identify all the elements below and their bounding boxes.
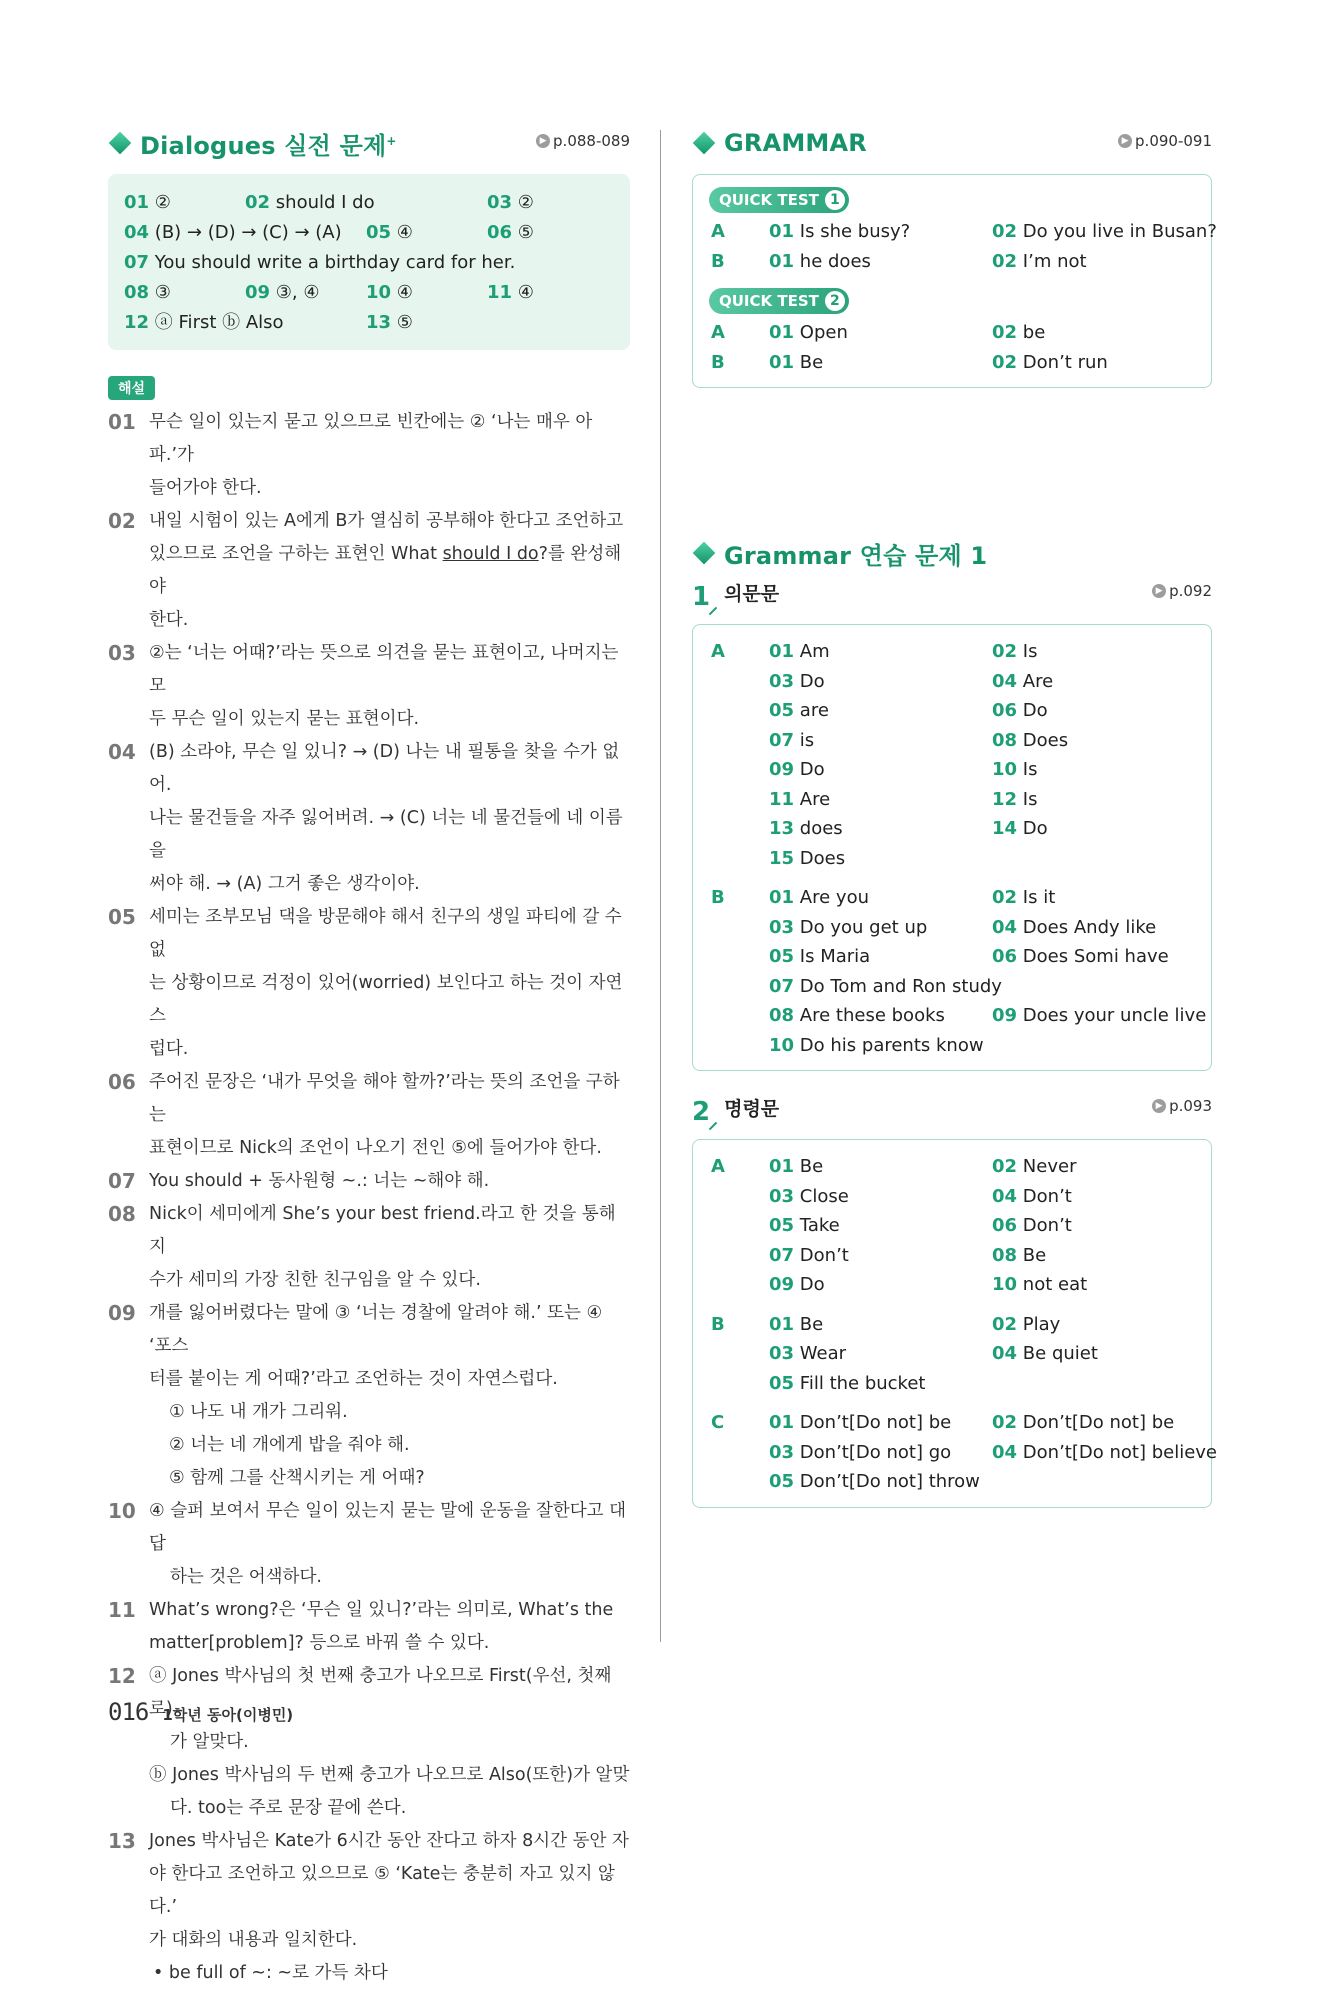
dialogues-title xyxy=(140,126,397,161)
answer-row: 11 Are 12 Is xyxy=(769,788,1038,810)
practice-title: Grammar 연습 문제 1 xyxy=(724,541,988,570)
answer-row: 10 Do his parents know xyxy=(769,1034,984,1056)
page-reference: ▶ p.093 xyxy=(1152,1097,1212,1115)
diamond-icon xyxy=(693,132,716,155)
explanation-item: 05 세미는 조부모님 댁을 방문해야 해서 친구의 생일 파티에 갈 수 없 는 상황이므로 걱정이 있어(worried) 보인다고 하는 것이 자연스 럽다. xyxy=(108,905,623,1059)
arrow-icon: ▶ xyxy=(1152,584,1166,598)
answer-row: 15 Does xyxy=(769,847,846,869)
explanation-item: 03 ②는 ‘너는 어때?’라는 뜻으로 의견을 묻는 표현이고, 나머지는 모 두 무슨 일이 있는지 묻는 표현이다. xyxy=(108,641,619,729)
answer-row: 09 Do 10 not eat xyxy=(769,1274,1088,1295)
right-column xyxy=(692,126,1217,1508)
answer-row: A 01 Be 02 Never xyxy=(711,1156,1077,1177)
answer-row: 07 Don’t 08 Be xyxy=(769,1244,1047,1266)
explanation-item: 04 (B) 소라야, 무슨 일 있니? → (D) 나는 내 필통을 찾을 수가 없어. 나는 물건들을 자주 잃어버려. → (C) 너는 네 물건들에 네 이름을 써야 해. → (A) 그거 좋은 생각이야. xyxy=(108,740,623,894)
book-title: 1학년 동아(이병민) xyxy=(162,1706,294,1724)
answer-row: 05 Fill the bucket xyxy=(769,1372,926,1394)
quick-test-box xyxy=(692,174,1217,388)
answer-row: 07 You should write a birthday card for her. xyxy=(124,252,516,273)
answer-row: 05 Don’t[Do not] throw xyxy=(769,1471,980,1492)
answer-row: C 01 Don’t[Do not] be 02 Don’t[Do not] be xyxy=(711,1412,1175,1433)
answer-row: 05 are 06 Do xyxy=(769,700,1048,721)
arrow-icon: ▶ xyxy=(536,134,550,148)
grammar-title: GRAMMAR xyxy=(724,129,867,157)
title-en: Dialogues xyxy=(140,131,276,160)
answer-row: 07 is 08 Does xyxy=(769,729,1069,751)
explanation-item: 06 주어진 문장은 ‘내가 무엇을 해야 할까?’라는 뜻의 조언을 구하는 표현이므로 Nick의 조언이 나오기 전인 ⑤에 들어가야 한다. xyxy=(108,1070,620,1158)
explanation-item: 13 Jones 박사님은 Kate가 6시간 동안 잔다고 하자 8시간 동안 자 야 한다고 조언하고 있으므로 ⑤ ‘Kate는 충분히 자고 있지 않다.’ 가 대화의 내용과 일치한다. • be full of ~: ~로 가득 차다 xyxy=(108,1829,629,1983)
section-1-header: 1 의문문 ▶ p.092 xyxy=(692,570,1212,610)
column-divider xyxy=(660,130,661,1642)
quick-test-2-answers: A 01 Open 02 be B 01 Be 02 Don’t run xyxy=(711,322,1108,373)
answer-row: B 01 Are you 02 Is it xyxy=(711,887,1056,908)
answer-row: 08 Are these books 09 Does your uncle live xyxy=(769,1005,1207,1026)
answer-row: 03 Close 04 Don’t xyxy=(769,1185,1072,1207)
answer-row: 04 (B) → (D) → (C) → (A) 05 ④ 06 ⑤ xyxy=(124,222,534,243)
quick-test-1-answers: A 01 Is she busy? 02 Do you live in Busan? B 01 he does 02 I’m not xyxy=(711,221,1217,272)
explanation-item: 01 무슨 일이 있는지 묻고 있으므로 빈칸에는 ② ‘나는 매우 아파.’가 들어가야 한다. xyxy=(108,410,593,498)
page-reference: ▶ p.092 xyxy=(1152,582,1212,600)
answer-row: 03 Wear 04 Be quiet xyxy=(769,1343,1098,1364)
page-reference: ▶ p.088-089 xyxy=(536,132,630,150)
section-2-header: 2 명령문 ▶ p.093 xyxy=(692,1085,1212,1125)
explanation-item: 08 Nick이 세미에게 She’s your best friend.라고 한 것을 통해 지 수가 세미의 가장 친한 친구임을 알 수 있다. xyxy=(108,1202,616,1290)
explanation-item: 11 What’s wrong?은 ‘무슨 일 있니?’라는 의미로, What’s the matter[problem]? 등으로 바꿔 쓸 수 있다. xyxy=(108,1598,614,1653)
answer-row: 07 Do Tom and Ron study xyxy=(769,975,1002,997)
explanations xyxy=(108,406,630,1990)
answer-row: 03 Do 04 Are xyxy=(769,670,1054,692)
quick-test-badge: QUICK TEST 2 xyxy=(709,288,849,314)
answer-row: 03 Don’t[Do not] go 04 Don’t[Do not] believe xyxy=(769,1441,1217,1463)
page-number: 016 xyxy=(108,1698,149,1726)
quick-test-badge: QUICK TEST 1 xyxy=(709,187,849,213)
practice-header xyxy=(692,536,1212,570)
answer-row: 05 Take 06 Don’t xyxy=(769,1215,1072,1236)
answer-row: 09 Do 10 Is xyxy=(769,759,1038,780)
page-reference: ▶ p.090-091 xyxy=(1118,132,1212,150)
explanation-item: 10 ④ 슬퍼 보여서 무슨 일이 있는지 묻는 말에 운동을 잘한다고 대답 하는 것은 어색하다. xyxy=(108,1499,627,1587)
answer-row: 08 ③ 09 ③, ④ 10 ④ 11 ④ xyxy=(124,282,534,303)
title-mark: + xyxy=(386,133,397,148)
explanation-item: 02 내일 시험이 있는 A에게 B가 열심히 공부해야 한다고 조언하고 있으므로 조언을 구하는 표현인 What should I do?를 완성해야 한다. xyxy=(108,509,624,630)
arrow-icon: ▶ xyxy=(1152,1099,1166,1113)
answer-row: 13 does 14 Do xyxy=(769,818,1048,839)
explanation-badge: 해설 xyxy=(108,376,155,400)
grammar-header xyxy=(692,126,1212,160)
explanation-item: 12 ⓐ Jones 박사님의 첫 번째 충고가 나오므로 First(우선, 첫째로) 가 알맞다. ⓑ Jones 박사님의 두 번째 충고가 나오므로 Also(또한)가 알맞 다. too는 주로 문장 끝에 쓴다. xyxy=(108,1664,630,1818)
section-1-answers xyxy=(692,624,1212,1071)
title-ko: 실전 문제 xyxy=(284,131,387,160)
answer-row: 01 ② 02 should I do 03 ② xyxy=(124,192,534,213)
answer-row: A 01 Am 02 Is xyxy=(711,641,1038,662)
diamond-icon xyxy=(693,542,716,565)
answer-row: 05 Is Maria 06 Does Somi have xyxy=(769,946,1169,967)
answer-row: 12 ⓐ First ⓑ Also 13 ⑤ xyxy=(124,312,413,333)
explanation-item: 09 개를 잃어버렸다는 말에 ③ ‘너는 경찰에 알려야 해.’ 또는 ④ ‘포스 터를 붙이는 게 어때?’라고 조언하는 것이 자연스럽다. ① 나도 내 개가 그리워. ② 너는 네 개에게 밥을 줘야 해. ⑤ 함께 그를 산책시키는 게 어때? xyxy=(108,1301,603,1488)
section-2-answers xyxy=(692,1139,1217,1508)
arrow-icon: ▶ xyxy=(1118,134,1132,148)
answer-row: 03 Do you get up 04 Does Andy like xyxy=(769,916,1157,938)
answer-row: B 01 Be 02 Play xyxy=(711,1313,1061,1335)
page-footer xyxy=(108,1698,293,1726)
dialogues-header xyxy=(108,126,630,160)
explanation-item: 07 You should + 동사원형 ~.: 너는 ~해야 해. xyxy=(108,1169,490,1193)
answer-key-box xyxy=(108,174,630,350)
diamond-icon xyxy=(109,132,132,155)
